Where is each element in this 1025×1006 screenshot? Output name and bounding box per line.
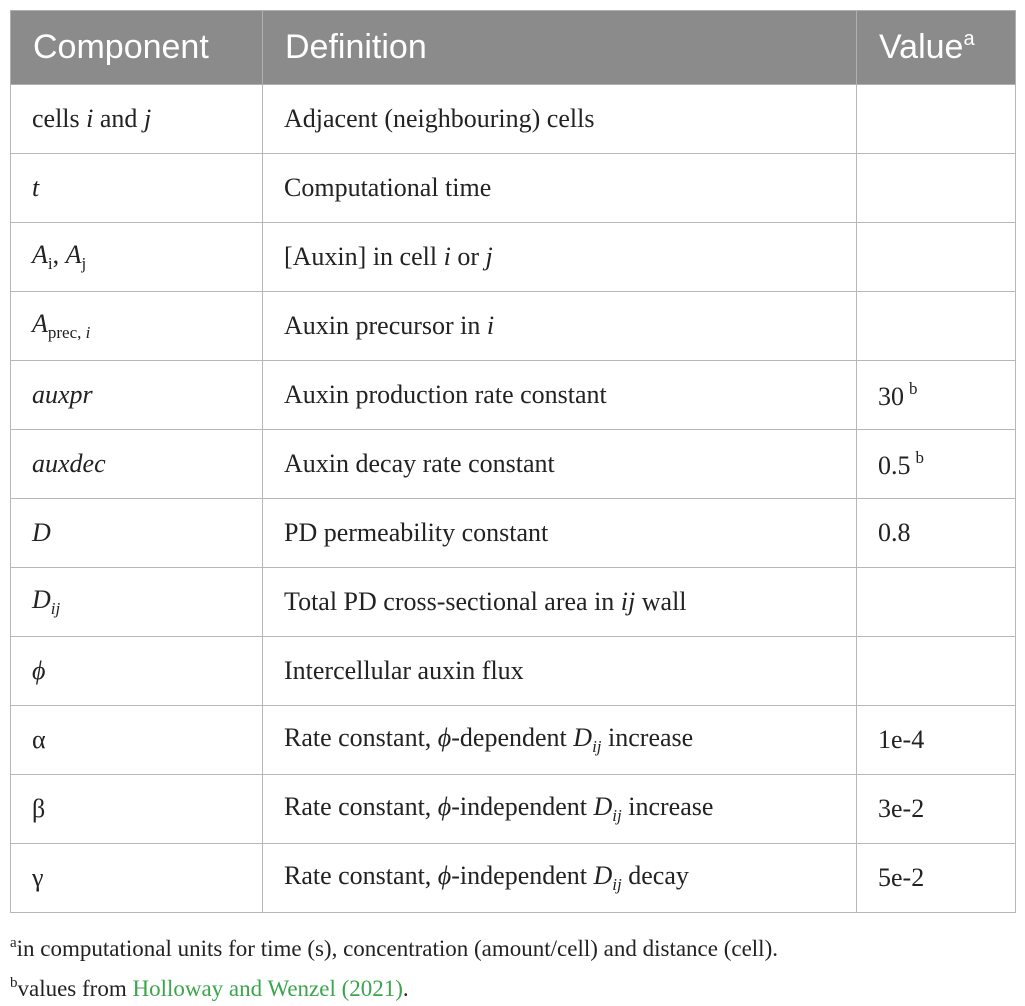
header-component: Component [11, 11, 263, 85]
definition-cell: PD permeability constant [263, 499, 857, 568]
footnote-mark-a: a [963, 28, 975, 50]
table-row [11, 568, 1016, 637]
table-row [11, 775, 1016, 844]
value-cell: 5e-2 [857, 844, 1016, 913]
definition-cell: Total PD cross-sectional area in ij wall [263, 568, 857, 637]
table-row [11, 223, 1016, 292]
table-row [11, 844, 1016, 913]
value-cell: 3e-2 [857, 775, 1016, 844]
component-cell: $D_{ij}$ [11, 568, 263, 637]
component-cell: auxdec [11, 430, 263, 499]
value-cell [857, 223, 1016, 292]
header-row [11, 11, 1016, 85]
component-cell: t [11, 154, 263, 223]
table-row [11, 154, 1016, 223]
component-cell: D [11, 499, 263, 568]
definition-cell: Auxin decay rate constant [263, 430, 857, 499]
footnote-mark-b: b [915, 447, 924, 467]
footnote-mark-b: b [909, 378, 918, 398]
definition-cell: Auxin production rate constant [263, 361, 857, 430]
definition-cell: [Auxin] in cell i or j [263, 223, 857, 292]
component-cell: ϕ [11, 637, 263, 706]
value-cell [857, 568, 1016, 637]
parameter-table-container [10, 10, 1015, 913]
component-cell: cells i and j [11, 85, 263, 154]
value-cell [857, 292, 1016, 361]
component-cell: $A_i$, $A_j$ [11, 223, 263, 292]
value-cell [857, 637, 1016, 706]
component-cell: β [11, 775, 263, 844]
definition-cell: Adjacent (neighbouring) cells [263, 85, 857, 154]
footnote-b: $^b$values from Holloway and Wenzel (2021). [10, 975, 409, 1001]
table-row [11, 361, 1016, 430]
header-definition: Definition [263, 11, 857, 85]
component-cell: $A_{prec, i}$ [11, 292, 263, 361]
definition-cell: Computational time [263, 154, 857, 223]
table-row [11, 292, 1016, 361]
parameter-table [10, 10, 1016, 913]
table-row [11, 706, 1016, 775]
table-row [11, 499, 1016, 568]
component-cell: γ [11, 844, 263, 913]
definition-cell: Rate constant, ϕ-dependent $D_{ij}$ increase [263, 706, 857, 775]
value-cell: 0.5 $^b$ [857, 430, 1016, 499]
value-cell: 0.8 [857, 499, 1016, 568]
value-cell: 30 $^b$ [857, 361, 1016, 430]
definition-cell: Rate constant, ϕ-independent $D_{ij}$ decay [263, 844, 857, 913]
table-footnotes [10, 926, 778, 1006]
table-row [11, 637, 1016, 706]
definition-cell: Intercellular auxin flux [263, 637, 857, 706]
definition-cell: Auxin precursor in i [263, 292, 857, 361]
component-cell: α [11, 706, 263, 775]
component-cell: auxpr [11, 361, 263, 430]
footnote-a: $^a$in computational units for time (s), concentration (amount/cell) and distance (cell). [10, 935, 778, 961]
value-cell [857, 85, 1016, 154]
table-row [11, 430, 1016, 499]
header-value: Value$^a$ [857, 11, 1016, 85]
citation-link[interactable]: Holloway and Wenzel (2021) [132, 976, 403, 1001]
value-cell [857, 154, 1016, 223]
table-row [11, 85, 1016, 154]
value-cell: 1e-4 [857, 706, 1016, 775]
definition-cell: Rate constant, ϕ-independent $D_{ij}$ increase [263, 775, 857, 844]
